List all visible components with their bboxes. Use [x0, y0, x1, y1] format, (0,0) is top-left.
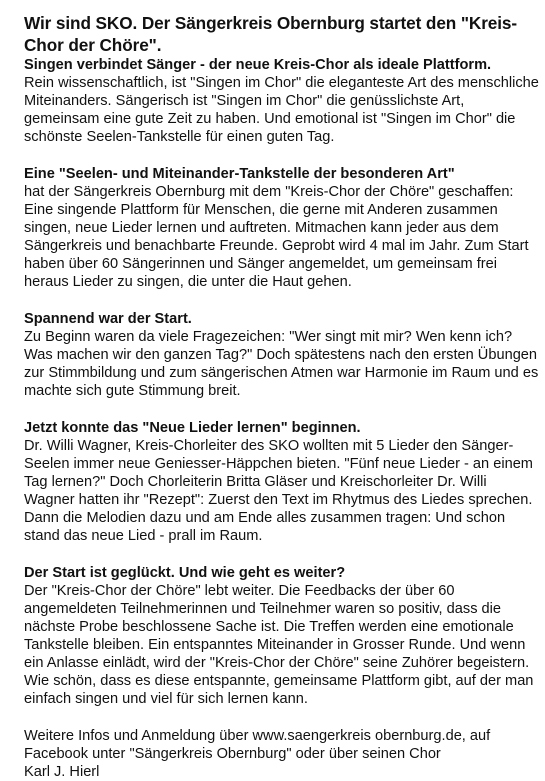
section-heading: Spannend war der Start.: [24, 311, 192, 327]
section-body: hat der Sängerkreis Obernburg mit dem "Kreis-Chor der Chöre" geschaffen: Eine singende Plattform für Menschen, die gerne mit Anderen zusammen singen, neue Lieder lernen und auftreten. Mitmachen kann jeder aus dem Sängerkreis und benachbarte Freunde. Geprobt wird 4 mal im Jahr. Zum Start haben über 60 Sängerinnen und Sänger angemeldet, um gemeinsam frei heraus Lieder zu singen, die unter die Haut gehen.: [24, 184, 529, 290]
document-footer: [24, 727, 539, 781]
document-page: [24, 12, 539, 781]
section-heading: Jetzt konnte das "Neue Lieder lernen" beginnen.: [24, 420, 361, 436]
section-neue-lieder: [24, 419, 539, 545]
section-start-geglueckt: [24, 564, 539, 708]
section-body: Dr. Willi Wagner, Kreis-Chorleiter des SKO wollten mit 5 Lieder den Sänger-Seelen immer neue Geniesser-Häppchen bieten. "Fünf neue Lieder - an einem Tag lernen?" Doch Chorleiterin Britta Gläser und Kreischorleiter Dr. Willi Wagner hatten ihr "Rezept": Zuerst den Text im Rhytmus des Liedes sprechen. Dann die Melodien dazu und am Ende alles zusammen tragen: Und schon stand das neue Lied - prall im Raum.: [24, 438, 533, 544]
document-title: Wir sind SKO. Der Sängerkreis Obernburg startet den "Kreis-Chor der Chöre".: [24, 13, 518, 55]
footer-info: Weitere Infos und Anmeldung über www.saengerkreis obernburg.de, auf Facebook unter "Sängerkreis Obernburg" oder über seinen Chor: [24, 728, 491, 762]
section-heading: Eine "Seelen- und Miteinander-Tankstelle der besonderen Art": [24, 166, 455, 182]
section-tankstelle: [24, 165, 539, 291]
section-spannend-start: [24, 310, 539, 400]
section-body: Der "Kreis-Chor der Chöre" lebt weiter. Die Feedbacks der über 60 angemeldeten Teilnehmerinnen und Teilnehmer waren so positiv, dass die nächste Probe beschlossene Sache ist. Die Treffen werden eine emotionale Tankstelle bleiben. Ein entspanntes Miteinander in Grosser Runde. Und wenn ein Anlasse einlädt, wird der "Kreis-Chor der Chöre" seine Zuhörer begeistern. Wie schön, dass es diese entspannte, gemeinsame Plattform gibt, auf der man einfach singen und viel für sich lernen kann.: [24, 583, 534, 707]
section-heading: Singen verbindet Sänger - der neue Kreis-Chor als ideale Plattform.: [24, 57, 492, 73]
section-body: Rein wissenschaftlich, ist "Singen im Chor" die eleganteste Art des menschliche Miteinanders. Sängerisch ist "Singen im Chor" die genüsslichste Art, gemeinsam eine gute Zeit zu haben. Und emotional ist "Singen im Chor" die schönste Seelen-Tankstelle für einen guten Tag.: [24, 75, 539, 145]
section-body: Zu Beginn waren da viele Fragezeichen: "Wer singt mit mir? Wen kenn ich? Was machen wir den ganzen Tag?" Doch spätestens nach den ersten Übungen zur Stimmbildung und zum sängerischen Atmen war Harmonie im Raum und es machte sich gute Stimmung breit.: [24, 329, 539, 399]
section-singen-verbindet: [24, 56, 539, 146]
section-heading: Der Start ist geglückt. Und wie geht es weiter?: [24, 565, 346, 581]
footer-author: Karl J. Hierl: [24, 764, 100, 780]
